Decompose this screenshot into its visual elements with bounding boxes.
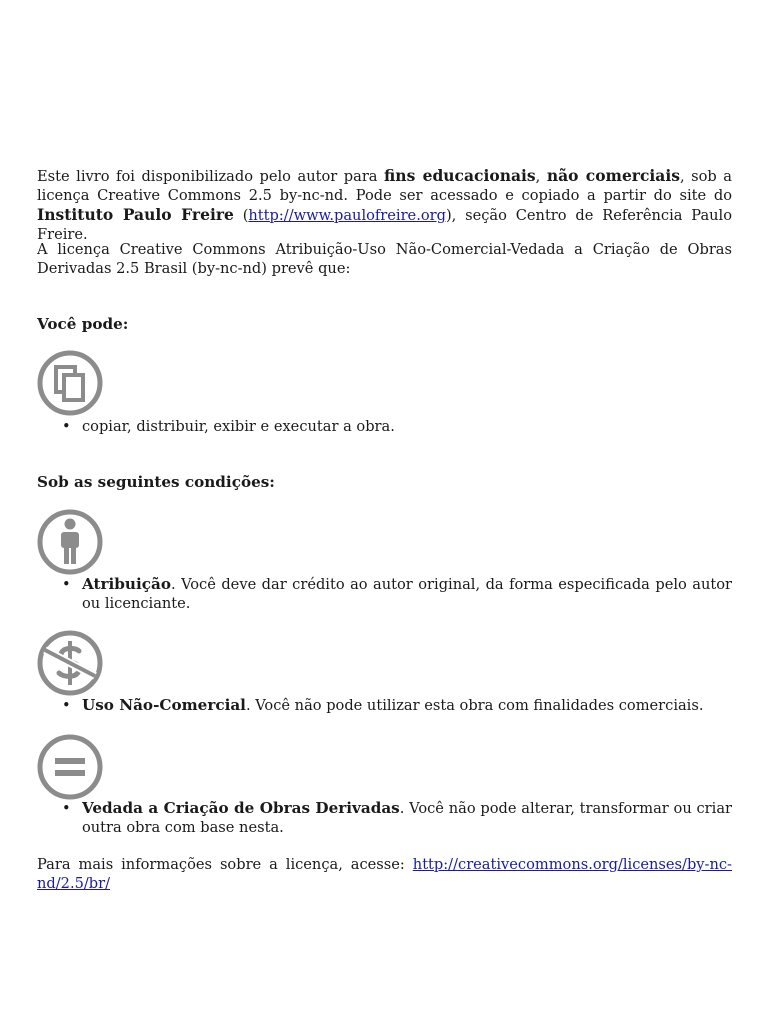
bullet: • bbox=[62, 418, 71, 435]
conditions-heading: Sob as seguintes condições: bbox=[37, 473, 275, 491]
footer-paragraph bbox=[37, 855, 732, 893]
intro-text: , bbox=[535, 168, 547, 185]
intro-text: ), seção Centro de Referência Paulo Freire. bbox=[37, 207, 732, 243]
no-derivatives-icon bbox=[37, 734, 103, 800]
non-commercial-icon bbox=[37, 630, 103, 696]
condition-title: Atribuição bbox=[82, 575, 171, 593]
condition-title: Vedada a Criação de Obras Derivadas bbox=[82, 799, 400, 817]
footer-text: Para mais informações sobre a licença, acesse: bbox=[37, 856, 413, 873]
condition-text bbox=[82, 696, 732, 715]
list-item bbox=[62, 417, 732, 436]
license-description: A licença Creative Commons Atribuição-Uso Não-Comercial-Vedada a Criação de Obras Derivadas 2.5 Brasil (by-nc-nd) prevê que: bbox=[37, 241, 732, 277]
bullet: • bbox=[62, 576, 71, 593]
paulofreire-link[interactable]: http://www.paulofreire.org bbox=[248, 207, 446, 224]
condition-description: . Você não pode utilizar esta obra com finalidades comerciais. bbox=[245, 697, 704, 714]
you-can-heading: Você pode: bbox=[37, 315, 129, 333]
intro-text: , sob a licença Creative Commons 2.5 by-nc-nd. Pode ser acessado e copiado a partir do site do bbox=[37, 168, 732, 204]
condition-description: . Você deve dar crédito ao autor original, da forma especificada pelo autor ou licenciante. bbox=[82, 576, 732, 612]
bullet: • bbox=[62, 800, 71, 817]
bullet: • bbox=[62, 697, 71, 714]
condition-text bbox=[82, 799, 732, 837]
creativecommons-link[interactable]: http://creativecommons.org/licenses/by-nc-nd/2.5/br/ bbox=[37, 856, 732, 892]
list-item bbox=[62, 696, 732, 715]
list-item bbox=[62, 575, 732, 613]
attribution-person-icon bbox=[37, 509, 103, 575]
condition-title: Uso Não-Comercial bbox=[82, 696, 246, 714]
intro-text: ( bbox=[233, 207, 249, 224]
emphasis-institute: Instituto Paulo Freire bbox=[37, 205, 234, 224]
condition-text bbox=[82, 575, 732, 613]
emphasis-non-commercial: não comerciais bbox=[546, 166, 680, 185]
copy-share-icon bbox=[37, 350, 103, 416]
permission-text: copiar, distribuir, exibir e executar a obra. bbox=[82, 418, 395, 435]
emphasis-educational: fins educacionais bbox=[384, 166, 536, 185]
intro-text: Este livro foi disponibilizado pelo autor para bbox=[37, 168, 385, 185]
list-item bbox=[62, 799, 732, 837]
condition-description: . Você não pode alterar, transformar ou criar outra obra com base nesta. bbox=[82, 800, 732, 836]
intro-paragraph bbox=[37, 166, 732, 244]
